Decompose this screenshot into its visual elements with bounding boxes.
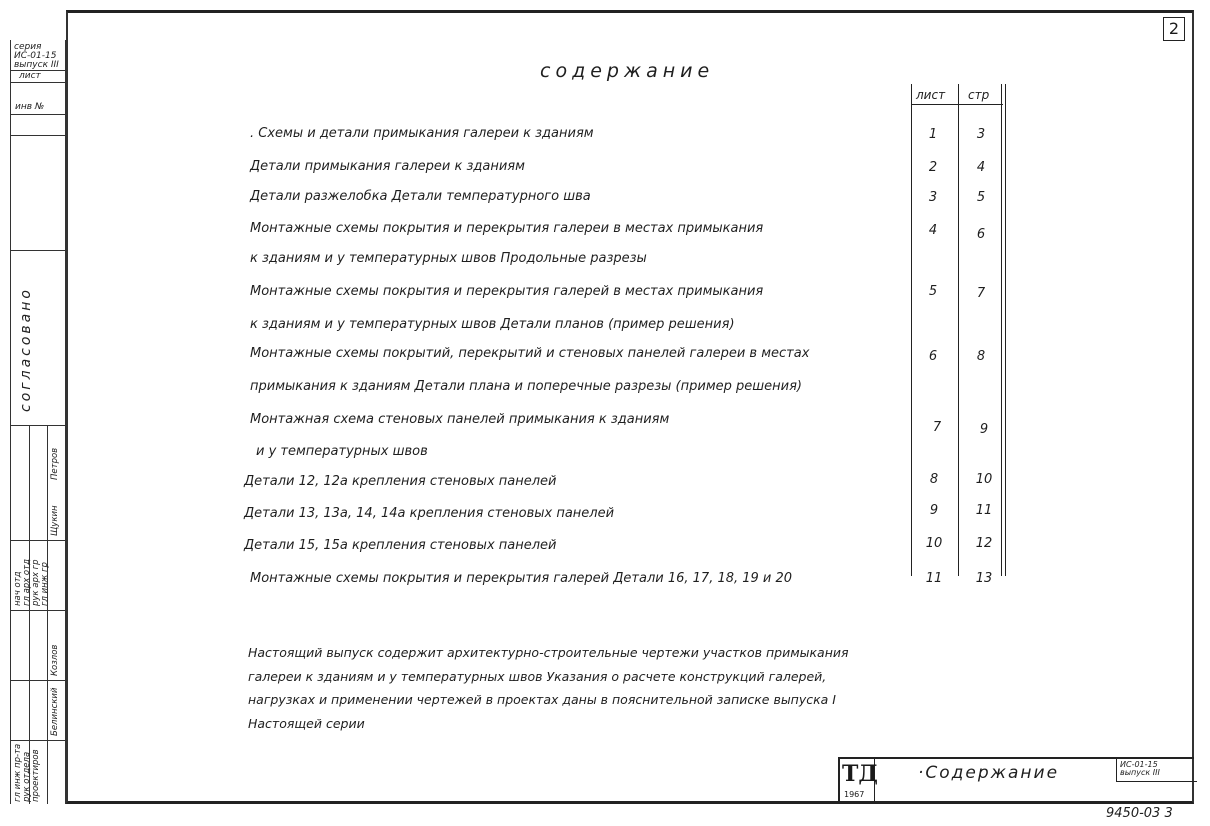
td-logo: ТД — [842, 761, 878, 787]
column-rule-left — [911, 84, 912, 576]
column-rule-mid — [958, 84, 959, 576]
contents-line: Монтажные схемы покрытия и перекрытия галерей Детали 16, 17, 18, 19 и 20 — [250, 571, 793, 586]
page-num: 9 — [979, 422, 989, 437]
logo-box — [840, 759, 878, 804]
page-num: 8 — [976, 349, 986, 364]
series-code-box — [1116, 759, 1197, 782]
sheet-num: 1 — [928, 127, 938, 142]
sheet-num: 11 — [925, 571, 943, 586]
sheet-num: 2 — [928, 160, 938, 175]
page-num: 5 — [976, 190, 986, 205]
side-name-3: Петров — [50, 447, 60, 480]
contents-line: Детали разжелобка Детали температурного шва — [250, 189, 591, 204]
contents-line: и у температурных швов — [256, 444, 428, 459]
column-rule-right — [1001, 84, 1002, 576]
page-num: 12 — [975, 536, 993, 551]
note-line: галереи к зданиям и у температурных швов Указания о расчете конструкций галерей, — [248, 669, 827, 684]
sheet-num: 5 — [928, 284, 938, 299]
contents-line: Монтажная схема стеновых панелей примыкания к зданиям — [250, 412, 670, 427]
side-role-2: проектиров — [31, 749, 41, 802]
page-title: содержание — [540, 60, 715, 82]
page-num: 4 — [976, 160, 986, 175]
sheet-num: 4 — [928, 223, 938, 238]
contents-line: Монтажные схемы покрытия и перекрытия галерей в местах примыкания — [250, 284, 764, 299]
page-num: 11 — [975, 503, 993, 518]
side-sheet-label: лист — [19, 71, 41, 81]
title-block — [838, 757, 1194, 804]
note-line: нагрузках и применении чертежей в проектах даны в пояснительной записке выпуска I — [248, 692, 836, 707]
title-block-name: ·Содержание — [918, 763, 1060, 783]
sheet-num: 10 — [925, 536, 943, 551]
page-num: 6 — [976, 227, 986, 242]
sheet-number: 2 — [1163, 17, 1185, 41]
column-header-page: стр — [968, 88, 990, 102]
note-line: Настоящий выпуск содержит архитектурно-строительные чертежи участков примыкания — [248, 645, 849, 660]
side-stamp — [10, 40, 66, 804]
side-name-0: Белинский — [50, 687, 60, 736]
footer-code: 9450-03 3 — [1106, 806, 1173, 821]
side-name-2: Щукин — [50, 505, 60, 536]
side-role-1: рук отдела — [22, 751, 32, 802]
sheet-num: 7 — [932, 420, 942, 435]
sheet-num: 9 — [929, 503, 939, 518]
sheet-num: 3 — [928, 190, 938, 205]
contents-line: Монтажные схемы покрытия и перекрытия галереи в местах примыкания — [250, 221, 764, 236]
sheet-num: 8 — [929, 472, 939, 487]
side-series-code: ИС-01-15 — [14, 51, 57, 61]
side-inv-label: инв № — [15, 102, 45, 112]
contents-line: Детали примыкания галереи к зданиям — [250, 159, 525, 174]
side-role-4: гл арх отд — [22, 559, 32, 606]
contents-line: Детали 13, 13а, 14, 14а крепления стеновых панелей — [244, 506, 615, 521]
contents-line: Монтажные схемы покрытий, перекрытий и стеновых панелей галереи в местах — [250, 346, 810, 361]
contents-line: Детали 12, 12а крепления стеновых панелей — [244, 474, 557, 489]
contents-line: к зданиям и у температурных швов Детали планов (пример решения) — [250, 317, 735, 332]
contents-line: . Схемы и детали примыкания галереи к зданиям — [250, 126, 594, 141]
column-header-sheet: лист — [916, 88, 946, 102]
logo-year: 1967 — [844, 790, 865, 799]
side-name-1: Козлов — [50, 644, 60, 676]
column-rule-right-double — [1005, 84, 1006, 576]
page-num: 13 — [975, 571, 993, 586]
side-soglasovano: согласовано — [18, 287, 34, 412]
issue-code: выпуск III — [1120, 768, 1160, 777]
series-code: ИС-01-15 — [1120, 760, 1158, 769]
contents-line: Детали 15, 15а крепления стеновых панелей — [244, 538, 557, 553]
page-num: 7 — [976, 286, 986, 301]
side-role-0: гл инж пр-та — [13, 743, 23, 802]
side-role-3: нач отд — [13, 571, 23, 606]
side-role-5: рук арх гр — [31, 559, 41, 606]
header-rule — [911, 104, 1003, 105]
sheet-num: 6 — [928, 349, 938, 364]
page-num: 10 — [975, 472, 993, 487]
side-series-label: серия — [14, 42, 42, 52]
drawing-frame — [66, 10, 1194, 804]
note-line: Настоящей серии — [248, 716, 365, 731]
contents-line: к зданиям и у температурных швов Продольные разрезы — [250, 251, 647, 266]
side-role-6: гл инж гр — [40, 562, 50, 606]
contents-line: примыкания к зданиям Детали плана и поперечные разрезы (пример решения) — [250, 379, 802, 394]
page-num: 3 — [976, 127, 986, 142]
side-issue: выпуск III — [14, 60, 59, 70]
